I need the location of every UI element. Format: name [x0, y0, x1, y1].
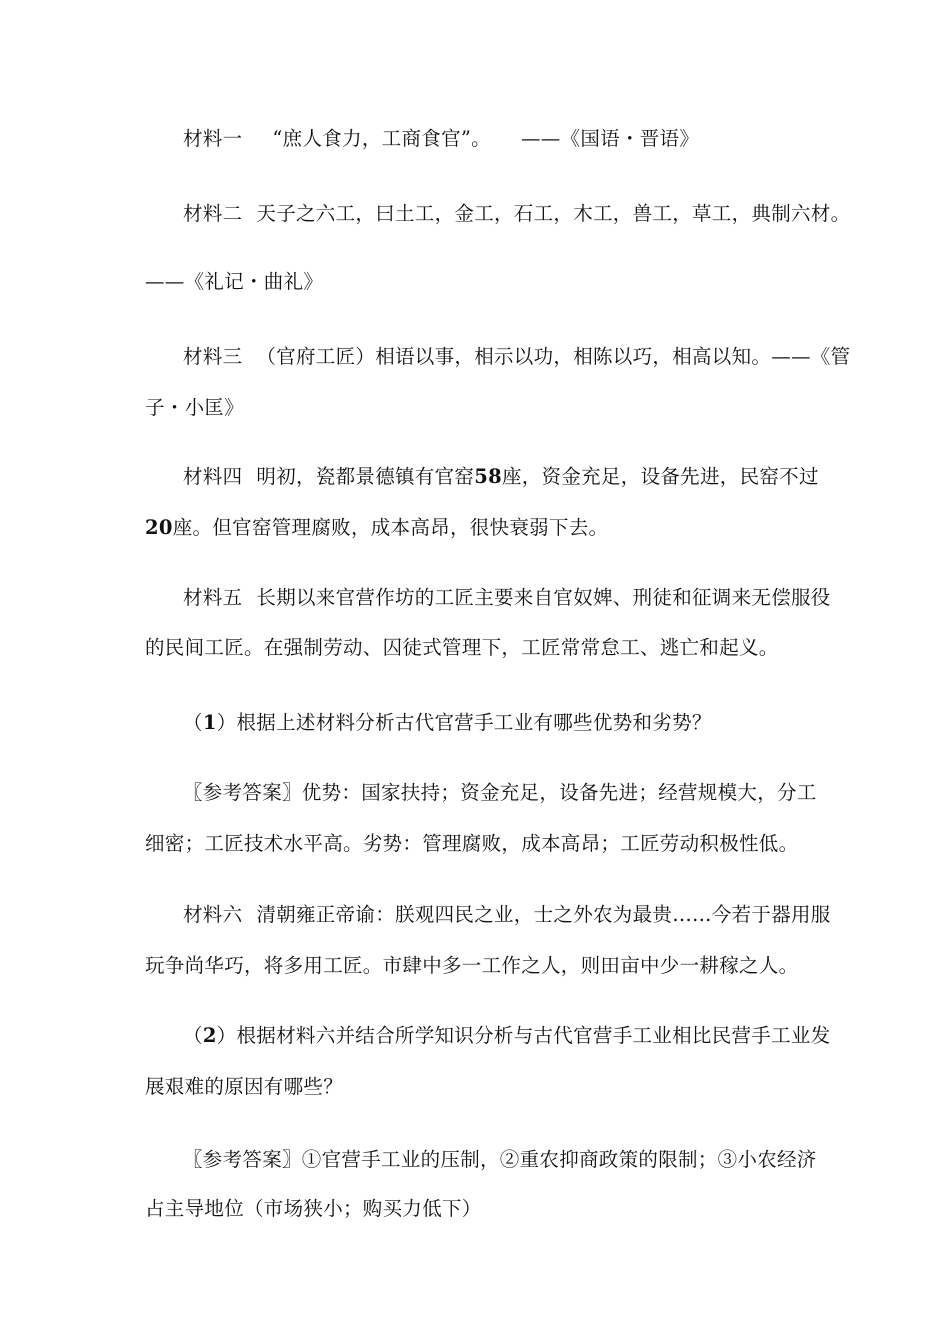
material-3-line-2: 子・小匡》 — [145, 396, 245, 419]
material-6-line-1 — [183, 903, 831, 927]
material-2-label: 材料二 — [183, 202, 243, 225]
material-6-label: 材料六 — [183, 903, 243, 926]
material-3-label: 材料三 — [183, 345, 243, 368]
question-2-open-paren: （ — [183, 1024, 203, 1047]
question-1 — [183, 711, 815, 735]
material-3-text-1: （官府工匠）相语以事，相示以功，相陈以巧，相高以知。——《管 — [256, 345, 851, 368]
material-2-source: ——《礼记・曲礼》 — [145, 270, 324, 293]
material-5-line-1 — [183, 586, 831, 610]
material-2-text: 天子之六工，曰土工，金工，石工，木工，兽工，草工，典制六材。 — [256, 202, 851, 225]
material-4-number-20: 20 — [145, 516, 173, 539]
material-4-text-1b: 座，资金充足，设备先进，民窑不过 — [501, 465, 819, 488]
answer-2-line-2: 占主导地位（市场狭小；购买力低下） — [145, 1197, 482, 1220]
material-5-text-1: 长期以来官营作坊的工匠主要来自官奴婢、刑徒和征调来无偿服役 — [256, 586, 831, 609]
material-1-source: ——《国语・晋语》 — [520, 127, 700, 150]
question-2-text-1: 根据材料六并结合所学知识分析与古代官营手工业相比民营手工业发 — [236, 1024, 831, 1047]
answer-1-line-1: 〖参考答案〗优势：国家扶持；资金充足，设备先进；经营规模大，分工 — [183, 781, 817, 804]
question-2-line-1 — [183, 1024, 831, 1048]
material-6-text-1: 清朝雍正帝谕：朕观四民之业，士之外农为最贵……今若于器用服 — [256, 903, 831, 926]
material-4-line-2 — [145, 516, 815, 540]
answer-1-line-2: 细密；工匠技术水平高。劣势：管理腐败，成本高昂；工匠劳动积极性低。 — [145, 832, 799, 855]
material-5-line-2: 的民间工匠。在强制劳动、囚徒式管理下，工匠常常怠工、逃亡和起义。 — [145, 636, 779, 659]
material-6-line-2: 玩争尚华巧，将多用工匠。市肆中多一工作之人，则田亩中少一耕稼之人。 — [145, 954, 799, 977]
material-4-label: 材料四 — [183, 465, 243, 488]
material-4-text-1a: 明初，瓷都景德镇有官窑 — [256, 465, 475, 488]
question-2-close-paren: ） — [216, 1024, 237, 1047]
question-2-line-2: 展艰难的原因有哪些？ — [145, 1075, 344, 1098]
question-1-number: 1 — [202, 711, 217, 734]
material-1-line — [183, 127, 815, 151]
material-4-text-2: 座。但官窑管理腐败，成本高昂，很快衰弱下去。 — [172, 516, 609, 539]
material-1-text: “庶人食力，工商食官”。 — [272, 127, 491, 150]
material-4-line-1 — [183, 465, 819, 489]
answer-2-line-1: 〖参考答案〗①官营手工业的压制，②重农抑商政策的限制；③小农经济 — [183, 1148, 817, 1171]
material-4-number-58: 58 — [474, 465, 502, 488]
material-2-line — [183, 202, 851, 226]
question-1-open-paren: （ — [183, 711, 203, 734]
material-5-label: 材料五 — [183, 586, 243, 609]
question-1-text: 根据上述材料分析古代官营手工业有哪些优势和劣势？ — [236, 711, 712, 734]
material-3-line-1 — [183, 345, 851, 369]
question-1-close-paren: ） — [216, 711, 237, 734]
question-2-number: 2 — [202, 1024, 217, 1047]
material-1-label: 材料一 — [183, 127, 243, 150]
